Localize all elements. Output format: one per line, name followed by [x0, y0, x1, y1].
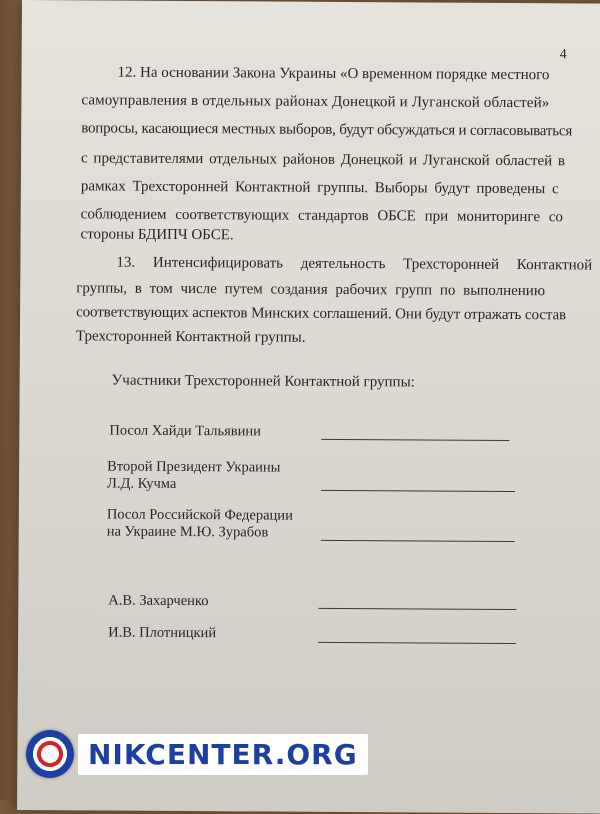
signatory-name: Посол Российской Федерации: [106, 506, 293, 524]
page-number: 4: [559, 47, 567, 63]
paragraph-13-line: Трехсторонней Контактной группы.: [75, 328, 306, 346]
participants-heading: Участники Трехсторонней Контактной группы:: [111, 372, 415, 391]
paragraph-12-line: с представителями отдельных районов Донецкой и Луганской областей в: [80, 150, 566, 170]
paragraph-12-line: рамках Трехсторонней Контактной группы. Выборы будут проведены с: [80, 178, 559, 198]
watermark-text: NIKCENTER.ORG: [78, 734, 368, 775]
signature-line: [321, 439, 509, 441]
paragraph-12-line: вопросы, касающиеся местных выборов, будут обсуждаться и согласовываться: [81, 120, 573, 140]
signatory-name: Л.Д. Кучма: [106, 475, 177, 492]
signature-line: [321, 490, 515, 492]
signature-line: [321, 540, 515, 542]
signature-line: [318, 608, 516, 610]
paragraph-12-line: стороны БДИПЧ ОБСЕ.: [80, 226, 234, 244]
signatory-name: Посол Хайди Тальявини: [109, 422, 261, 440]
paragraph-13-line: соответствующих аспектов Минских соглашений. Они будут отражать состав: [76, 304, 567, 324]
paragraph-12-line: 12. На основании Закона Украины «О временном порядке местного: [117, 64, 550, 84]
signatory-name: на Украине М.Ю. Зурабов: [106, 523, 269, 541]
signatory-name: Второй Президент Украины: [107, 458, 281, 476]
paragraph-12-line: соблюдением соответствующих стандартов ОБСЕ при мониторинге со: [80, 206, 563, 226]
paragraph-12-line: самоуправления в отдельных районах Донецкой и Луганской областей»: [81, 92, 550, 112]
watermark-logo: [26, 726, 368, 782]
signatory-name: А.В. Захарченко: [108, 592, 209, 610]
paragraph-13-line: группы, в том числе путем создания рабочих групп по выполнению: [76, 280, 546, 300]
document-page: [17, 0, 600, 814]
paragraph-13-line: 13. Интенсифицировать деятельность Трехсторонней Контактной: [116, 254, 593, 274]
nikcenter-logo-icon: [26, 730, 74, 778]
signature-line: [318, 642, 516, 644]
signatory-name: И.В. Плотницкий: [108, 624, 217, 642]
